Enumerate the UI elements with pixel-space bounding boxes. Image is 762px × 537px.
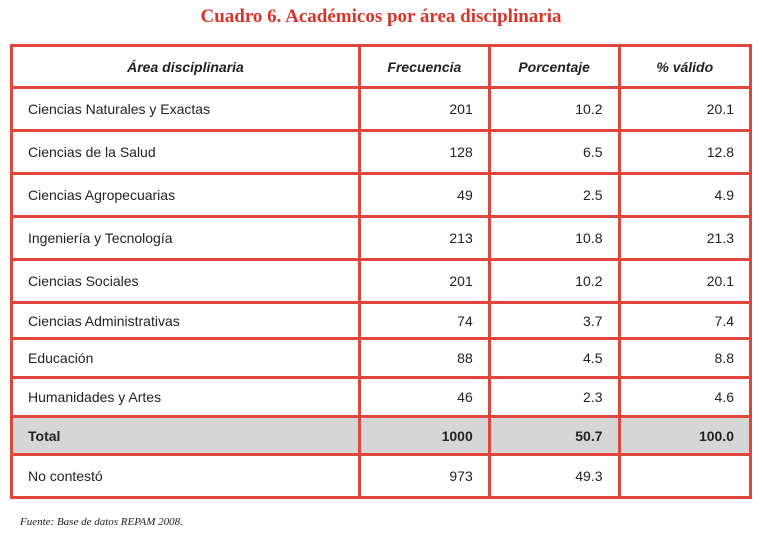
- porcentaje-cell: 2.3: [489, 378, 619, 417]
- frecuencia-cell: 46: [359, 378, 489, 417]
- header-valido: % válido: [619, 46, 750, 88]
- porcentaje-cell: 10.2: [489, 88, 619, 131]
- table-row: [12, 88, 751, 131]
- table-row: [12, 378, 751, 417]
- frecuencia-cell: 201: [359, 88, 489, 131]
- frecuencia-cell: 213: [359, 217, 489, 260]
- table-row: [12, 217, 751, 260]
- table-row: [12, 303, 751, 339]
- total-valido: 100.0: [619, 417, 750, 455]
- no-answer-row: [12, 455, 751, 498]
- valido-cell: 20.1: [619, 260, 750, 303]
- total-porcentaje: 50.7: [489, 417, 619, 455]
- header-porcentaje: Porcentaje: [489, 46, 619, 88]
- area-cell: Ciencias Sociales: [12, 260, 360, 303]
- table-row: [12, 174, 751, 217]
- table-title: Cuadro 6. Académicos por área disciplinaria: [200, 6, 562, 27]
- no-answer-frecuencia: 973: [359, 455, 489, 498]
- no-answer-label: No contestó: [12, 455, 360, 498]
- frecuencia-cell: 201: [359, 260, 489, 303]
- area-cell: Ingeniería y Tecnología: [12, 217, 360, 260]
- porcentaje-cell: 4.5: [489, 339, 619, 378]
- data-table: [10, 44, 752, 499]
- valido-cell: 20.1: [619, 88, 750, 131]
- table-row: [12, 260, 751, 303]
- area-cell: Educación: [12, 339, 360, 378]
- header-row: [12, 46, 751, 88]
- area-cell: Ciencias Agropecuarias: [12, 174, 360, 217]
- porcentaje-cell: 2.5: [489, 174, 619, 217]
- porcentaje-cell: 3.7: [489, 303, 619, 339]
- area-cell: Ciencias Administrativas: [12, 303, 360, 339]
- frecuencia-cell: 88: [359, 339, 489, 378]
- table-row: [12, 339, 751, 378]
- no-answer-valido: [619, 455, 750, 498]
- valido-cell: 12.8: [619, 131, 750, 174]
- area-cell: Ciencias de la Salud: [12, 131, 360, 174]
- total-label: Total: [12, 417, 360, 455]
- valido-cell: 4.9: [619, 174, 750, 217]
- porcentaje-cell: 10.2: [489, 260, 619, 303]
- valido-cell: 4.6: [619, 378, 750, 417]
- frecuencia-cell: 74: [359, 303, 489, 339]
- header-frecuencia: Frecuencia: [359, 46, 489, 88]
- valido-cell: 21.3: [619, 217, 750, 260]
- area-cell: Ciencias Naturales y Exactas: [12, 88, 360, 131]
- total-row: [12, 417, 751, 455]
- header-area: Área disciplinaria: [12, 46, 360, 88]
- valido-cell: 8.8: [619, 339, 750, 378]
- source-footnote: Fuente: Base de datos REPAM 2008.: [20, 516, 183, 528]
- porcentaje-cell: 10.8: [489, 217, 619, 260]
- table-row: [12, 131, 751, 174]
- frecuencia-cell: 128: [359, 131, 489, 174]
- total-frecuencia: 1000: [359, 417, 489, 455]
- area-cell: Humanidades y Artes: [12, 378, 360, 417]
- frecuencia-cell: 49: [359, 174, 489, 217]
- valido-cell: 7.4: [619, 303, 750, 339]
- no-answer-porcentaje: 49.3: [489, 455, 619, 498]
- porcentaje-cell: 6.5: [489, 131, 619, 174]
